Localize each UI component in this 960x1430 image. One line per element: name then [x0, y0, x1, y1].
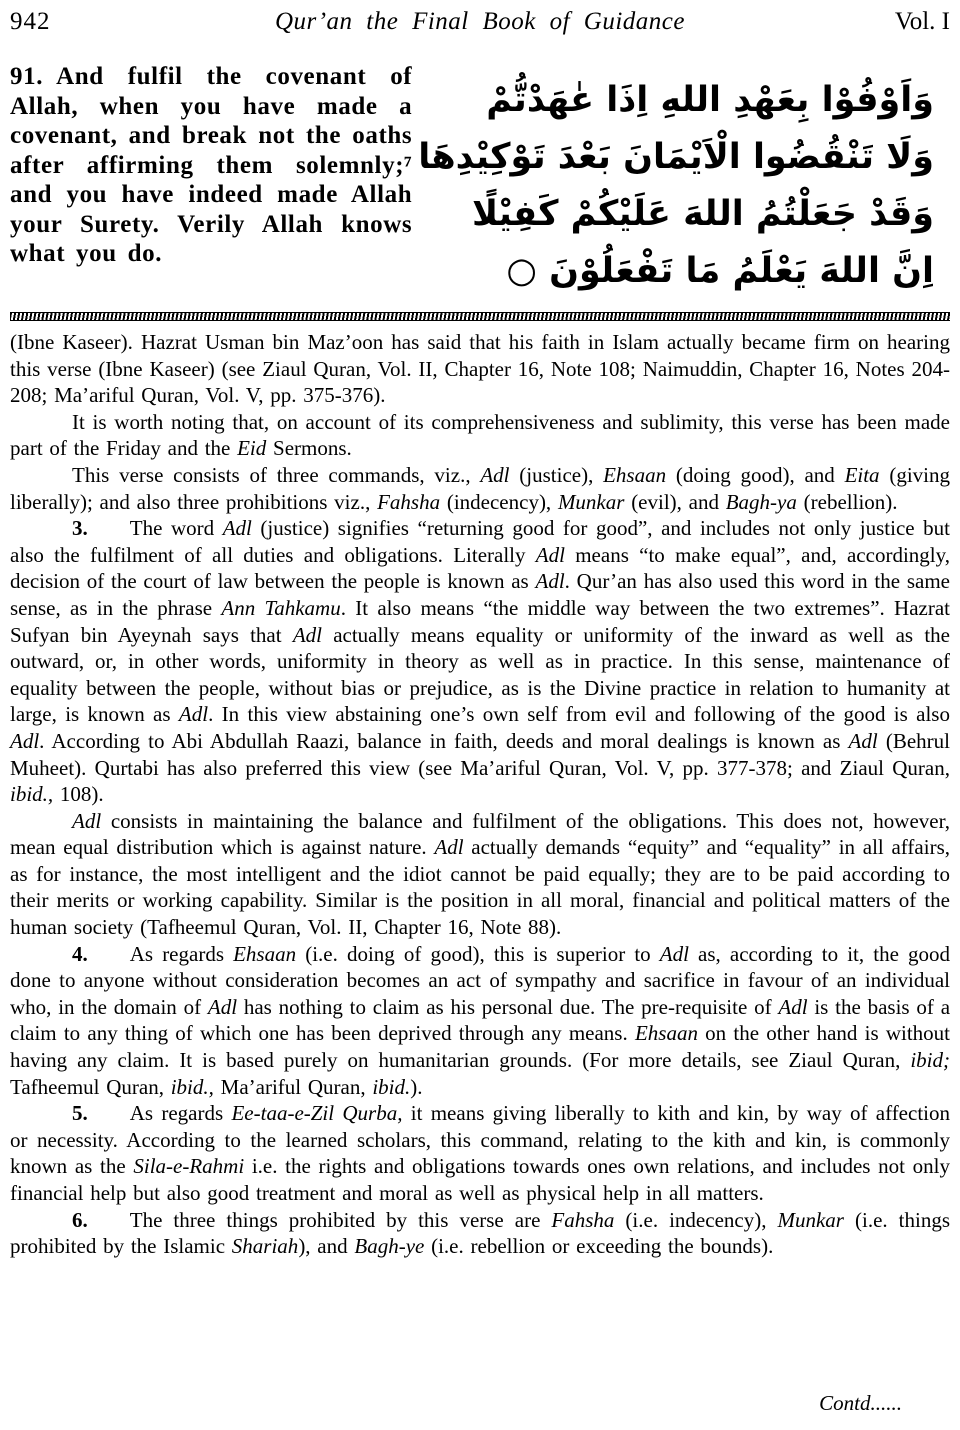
text-run: (rebellion). [796, 489, 898, 514]
text-run: (giving liberally); and also three prohibitions viz., [10, 462, 950, 514]
italic-term: Eita [844, 462, 880, 487]
italic-term: Adl [178, 702, 209, 727]
text-run: (Behrul Muheet). Qurtabi has also preferred this view (see Ma’ariful Quran, Vol. V, pp. 377-378; and Ziaul Quran, [10, 728, 950, 780]
text-run: i.e. the rights and obligations towards ones own relations, and includes not only financial help but also good treatment and moral as well as physical help in all matters. [10, 1154, 950, 1205]
italic-term: Munkar [777, 1207, 844, 1232]
italic-term: Ehsaan [634, 1021, 698, 1046]
paragraph [10, 409, 950, 462]
text-run: (justice) signifies “returning good for good”, and includes not only justice but also the fulfilment of all duties and obligations. Literally [10, 516, 951, 567]
text-run: actually demands “equity” and “equality” in all affairs, as for instance, the most intelligent and the idiot cannot be paid equally; they are to be paid according to their merits or working capability. Similar is the position in all moral, financial and political matters of the human society (Tafheemul Quran, Vol. II, Chapter 16, Note 88). [10, 835, 950, 940]
text-run: ). [410, 1074, 423, 1099]
volume-label: Vol. I [894, 8, 950, 35]
italic-term: Eid [237, 436, 267, 461]
text-run: (i.e. rebellion or exceeding the bounds). [424, 1234, 774, 1259]
text-run: has nothing to claim as his personal due. The pre-requisite of [237, 994, 779, 1019]
italic-term: Adl [659, 941, 689, 966]
text-run: consists in maintaining the balance and fulfilment of the obligations. This does not, however, mean equal distribution which is against nature. [10, 808, 950, 860]
text-run: (evil), and [624, 489, 726, 514]
text-run: ), and [298, 1234, 355, 1259]
text-run: It is worth noting that, on account of its comprehensiveness and sublimity, this verse has been made part of the Friday and the [10, 409, 950, 461]
italic-term: Ehsaan [603, 462, 667, 487]
paragraph [10, 808, 950, 941]
italic-term: Adl [848, 728, 878, 753]
text-run: . It also means “the middle way between the two extremes”. Hazrat Sufyan bin Ayeynah says that [10, 595, 950, 647]
page-title: Qur’an the Final Book of Guidance [275, 8, 685, 35]
text-run: (Ibne Kaseer). Hazrat Usman bin Maz’oon has said that his faith in Islam actually became firm on hearing this verse (Ibne Kaseer) (see Ziaul Quran, Vol. II, Chapter 16, Note 108; Naimuddin, Chapter 16, Notes 204-208; Ma’ariful Quran, Vol. V, pp. 375-376). [10, 330, 950, 408]
note-number: 6. [72, 1207, 88, 1232]
text-run: Ma’ariful Quran, [213, 1074, 373, 1099]
text-run: on the other hand is without having any claim. It is based purely on humanitarian grounds. (For more details, see Ziaul Quran, [10, 1021, 950, 1073]
italic-term: Adl [535, 542, 565, 567]
paragraph [10, 515, 950, 808]
italic-term: Adl [10, 728, 40, 753]
verse-section [10, 62, 950, 300]
note-number: 4. [72, 941, 88, 966]
italic-term: ibid., [10, 782, 54, 807]
paragraph [10, 1207, 950, 1260]
text-run: (justice), [509, 462, 604, 487]
italic-term: Adl [535, 569, 565, 594]
italic-term: Ann Tahkamu [221, 595, 341, 620]
italic-term: Ehsaan [233, 941, 297, 966]
paragraph [10, 941, 950, 1101]
paragraph [10, 1100, 950, 1206]
italic-term: ibid., [170, 1074, 214, 1099]
page-header [10, 8, 950, 36]
commentary-text [10, 329, 950, 1260]
arabic-verse-line: اِنَّ اللهَ يَعْلَمُ مَا تَفْعَلُوْنَ ○ [506, 251, 934, 291]
verse-translation: 91. And fulfil the covenant of Allah, when you have made a covenant, and break not the oaths after affirming them solemnly;⁷ and you have indeed made Allah your Surety. Verily Allah knows what you do. [10, 63, 413, 267]
italic-term: Munkar [557, 489, 625, 514]
text-run: This verse consists of three commands, viz., [72, 462, 481, 487]
text-run: as, according to it, the good done to anyone without consideration becomes an act of sympathy and sacrifice in favour of an individual who, in the domain of [10, 941, 951, 1019]
text-run: As regards [87, 941, 234, 966]
italic-term: Adl [434, 835, 464, 860]
italic-term: Adl [778, 994, 808, 1019]
text-run: (i.e. doing of good), this is superior to [296, 941, 660, 966]
text-run: (i.e. indecency), [614, 1207, 778, 1232]
text-run: Sermons. [266, 436, 352, 461]
text-run: Tafheemul Quran, [10, 1074, 171, 1099]
paragraph [10, 329, 950, 409]
text-run: . According to Abi Abdullah Raazi, balance in faith, deeds and moral dealings is known as [39, 728, 849, 753]
continuation-note: Contd...... [819, 1391, 902, 1415]
italic-term: Adl [207, 994, 238, 1019]
arabic-verse-line: وَلَا تَنْقُضُوا الْاَيْمَانَ بَعْدَ تَوْكِيْدِهَا [418, 137, 934, 177]
text-run: As regards [87, 1101, 232, 1126]
italic-term: ibid; [910, 1048, 950, 1073]
arabic-verse-line: وَقَدْ جَعَلْتُمُ اللهَ عَلَيْكُمْ كَفِيْلًا [472, 194, 934, 234]
paragraph [10, 462, 950, 515]
italic-term: Bagh-ya [725, 489, 797, 514]
italic-term: Adl [292, 622, 322, 647]
text-run: means “to make equal”, and, accordingly, decision of the court of law between the people is known as [10, 542, 950, 594]
arabic-verse-line: وَاَوْفُوْا بِعَهْدِ اللهِ اِذَا عٰهَدْتُّمْ [486, 80, 934, 120]
text-run: it means giving liberally to kith and kin, by way of affection or necessity. According to the learned scholars, this command, relating to the kith and kin, is commonly known as the [10, 1101, 950, 1179]
text-run: The three things prohibited by this verse are [87, 1207, 552, 1232]
italic-term: Adl [222, 516, 252, 541]
note-number: 5. [72, 1101, 88, 1126]
text-run: . In this view abstaining one’s own self from evil and following of the good is also [208, 702, 950, 727]
text-run: (i.e. things prohibited by the Islamic [10, 1207, 951, 1259]
italic-term: Fahsha [551, 1207, 615, 1232]
italic-term: Fahsha [377, 489, 441, 514]
verse-arabic-calligraphy [412, 72, 950, 300]
section-divider [10, 312, 950, 321]
page-number: 942 [10, 8, 51, 35]
italic-term: Sila-e-Rahmi [133, 1154, 245, 1179]
text-run: 108). [53, 782, 104, 807]
italic-term: Adl [480, 462, 510, 487]
text-run: actually means equality or uniformity of the inward as well as the outward, or, in other words, uniformity in theory as well as in practice. In this sense, maintenance of equality between the people, without bias or prejudice, as is the Divine practice in relation to humanity at large, is known as [10, 622, 950, 727]
text-run: (doing good), and [666, 462, 845, 487]
italic-term: ibid. [372, 1074, 411, 1099]
note-number: 3. [72, 516, 88, 541]
italic-term: Bagh-ye [354, 1234, 425, 1259]
italic-term: Shariah [231, 1234, 299, 1259]
text-run: (indecency), [440, 489, 558, 514]
italic-term: Ee-taa-e-Zil Qurba, [231, 1101, 403, 1126]
italic-term: Adl [72, 808, 102, 833]
text-run: The word [87, 516, 223, 541]
text-run: . Qur’an has also used this word in the same sense, as in the phrase [10, 569, 950, 620]
text-run: is the basis of a claim to any thing of which one has been deprived through any means. [10, 994, 951, 1046]
